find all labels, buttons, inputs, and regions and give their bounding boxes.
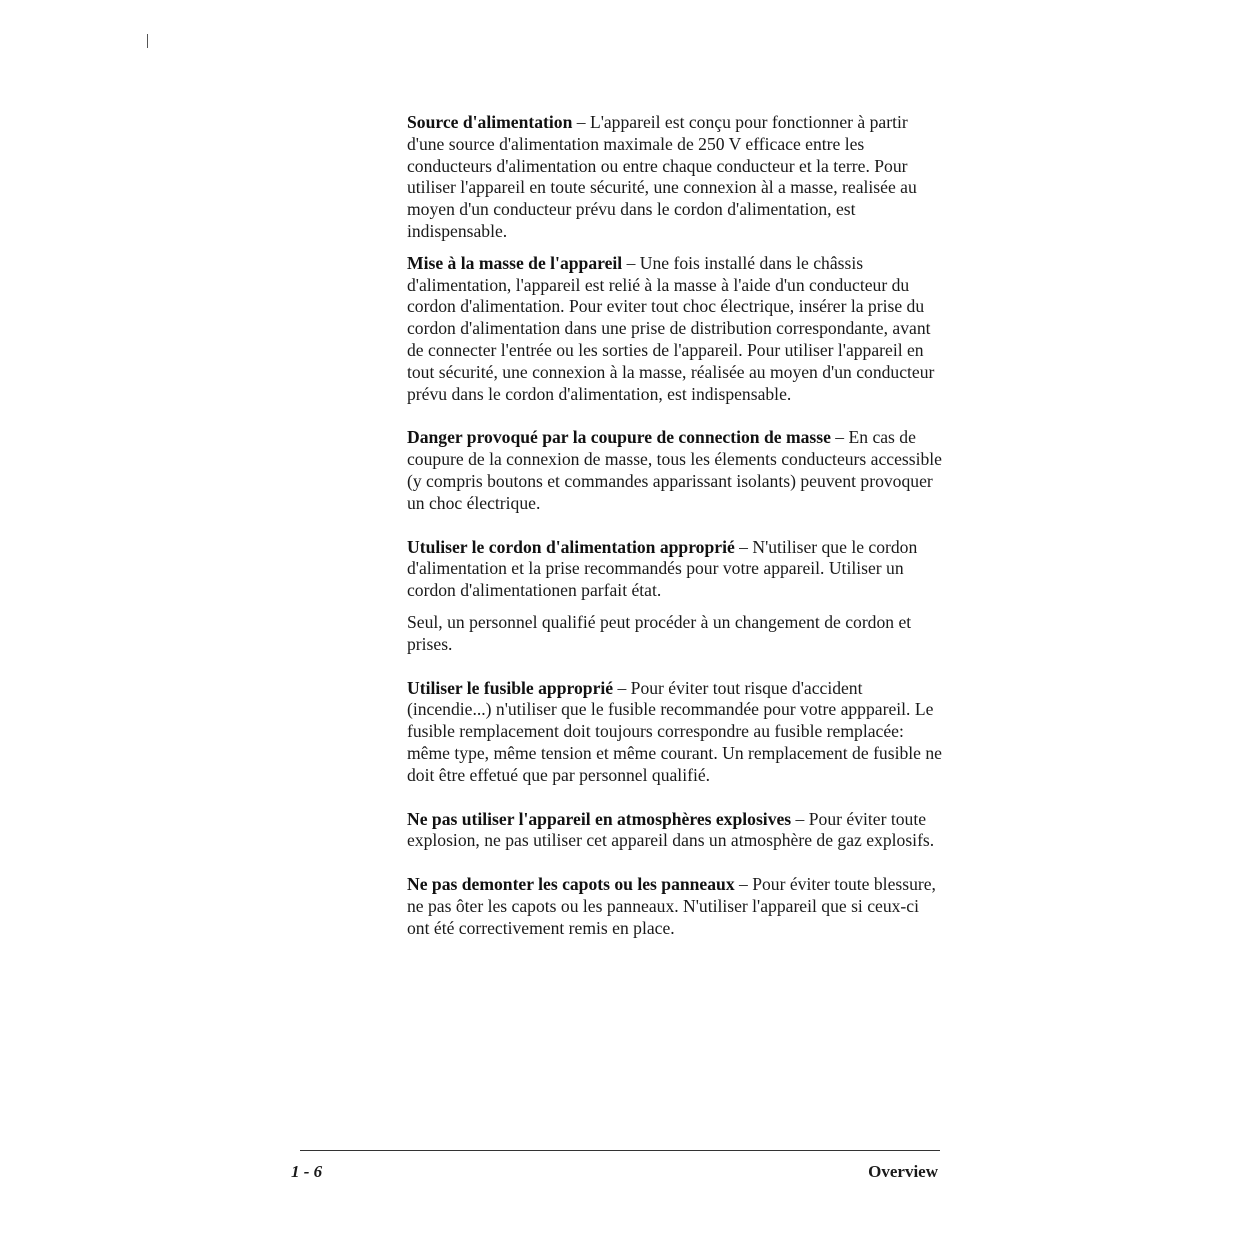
paragraph-heading: Ne pas demonter les capots ou les panneaux	[407, 874, 735, 895]
paragraph-text: – Pour éviter toute blessure, ne pas ôter les capots ou les panneaux. N'utiliser l'appareil que si ceux-ci ont été correctivement remis en place.	[407, 874, 936, 938]
paragraph-heading: Mise à la masse de l'appareil	[407, 252, 623, 273]
footer-page-number: 1 - 6	[291, 1162, 323, 1181]
paragraph-text: – L'appareil est conçu pour fonctionner à partir d'une source d'alimentation maximale de 250 V efficace entre les conducteurs d'alimentation ou entre chaque conducteur et la terre. Pour utiliser l'appareil en toute sécurité, une connexion àl a masse, realisée au moyen d'un conducteur prévu dans le cordon d'alimentation, est indispensable.	[407, 112, 917, 241]
paragraph-fuse	[407, 678, 942, 787]
paragraph-heading: Source d'alimentation	[407, 112, 573, 132]
margin-tick-mark	[147, 34, 148, 48]
paragraph-heading: Ne pas utiliser l'appareil en atmosphères explosives	[407, 808, 792, 829]
footer-divider	[300, 1150, 940, 1151]
paragraph-covers-panels	[407, 874, 942, 939]
paragraph-text: – Une fois installé dans le châssis d'alimentation, l'appareil est relié à la masse à l'aide d'un conducteur du cordon d'alimentation. Pour eviter tout choc électrique, insérer la prise du cordon d'alimentation dans une prise de distribution correspondante, avant de connecter l'entrée ou les sorties de l'appareil. Pour utiliser l'appareil en tout sécurité, une connexion à la masse, réalisée au moyen d'un conducteur prévu dans le cordon d'alimentation, est indispensable.	[407, 252, 935, 404]
paragraph-explosive-atmosphere	[407, 809, 942, 853]
paragraph-text: Seul, un personnel qualifié peut procéder à un changement de cordon et prises.	[407, 611, 912, 654]
paragraph-text: – N'utiliser que le cordon d'alimentation et la prise recommandés pour votre appareil. Utiliser un cordon d'alimentationen parfait état.	[407, 536, 918, 601]
paragraph-ground-interruption	[407, 427, 942, 514]
paragraph-text: – En cas de coupure de la connexion de masse, tous les élements conducteurs accessible (y compris boutons et commandes apparissant isolants) peuvent provoquer un choc électrique.	[407, 427, 942, 513]
paragraph-qualified-personnel	[407, 612, 942, 656]
paragraph-text: – Pour éviter tout risque d'accident (incendie...) n'utiliser que le fusible recommandée pour votre apppareil. Le fusible remplacement doit toujours correspondre au fusible remplacée: même type, même tension et même courant. Un remplacement de fusible ne doit être effetué que par personnel qualifié.	[407, 677, 942, 785]
paragraph-heading: Utuliser le cordon d'alimentation approprié	[407, 536, 735, 557]
paragraph-grounding	[407, 253, 942, 406]
paragraph-heading: Utiliser le fusible approprié	[407, 677, 614, 698]
safety-content	[407, 112, 942, 940]
paragraph-text: – Pour éviter toute explosion, ne pas utiliser cet appareil dans un atmosphère de gaz explosifs.	[407, 808, 935, 851]
paragraph-heading: Danger provoqué par la coupure de connection de masse	[407, 427, 831, 448]
footer-section-title: Overview	[868, 1162, 938, 1181]
paragraph-power-cord	[407, 537, 942, 602]
paragraph-power-source	[407, 112, 942, 243]
